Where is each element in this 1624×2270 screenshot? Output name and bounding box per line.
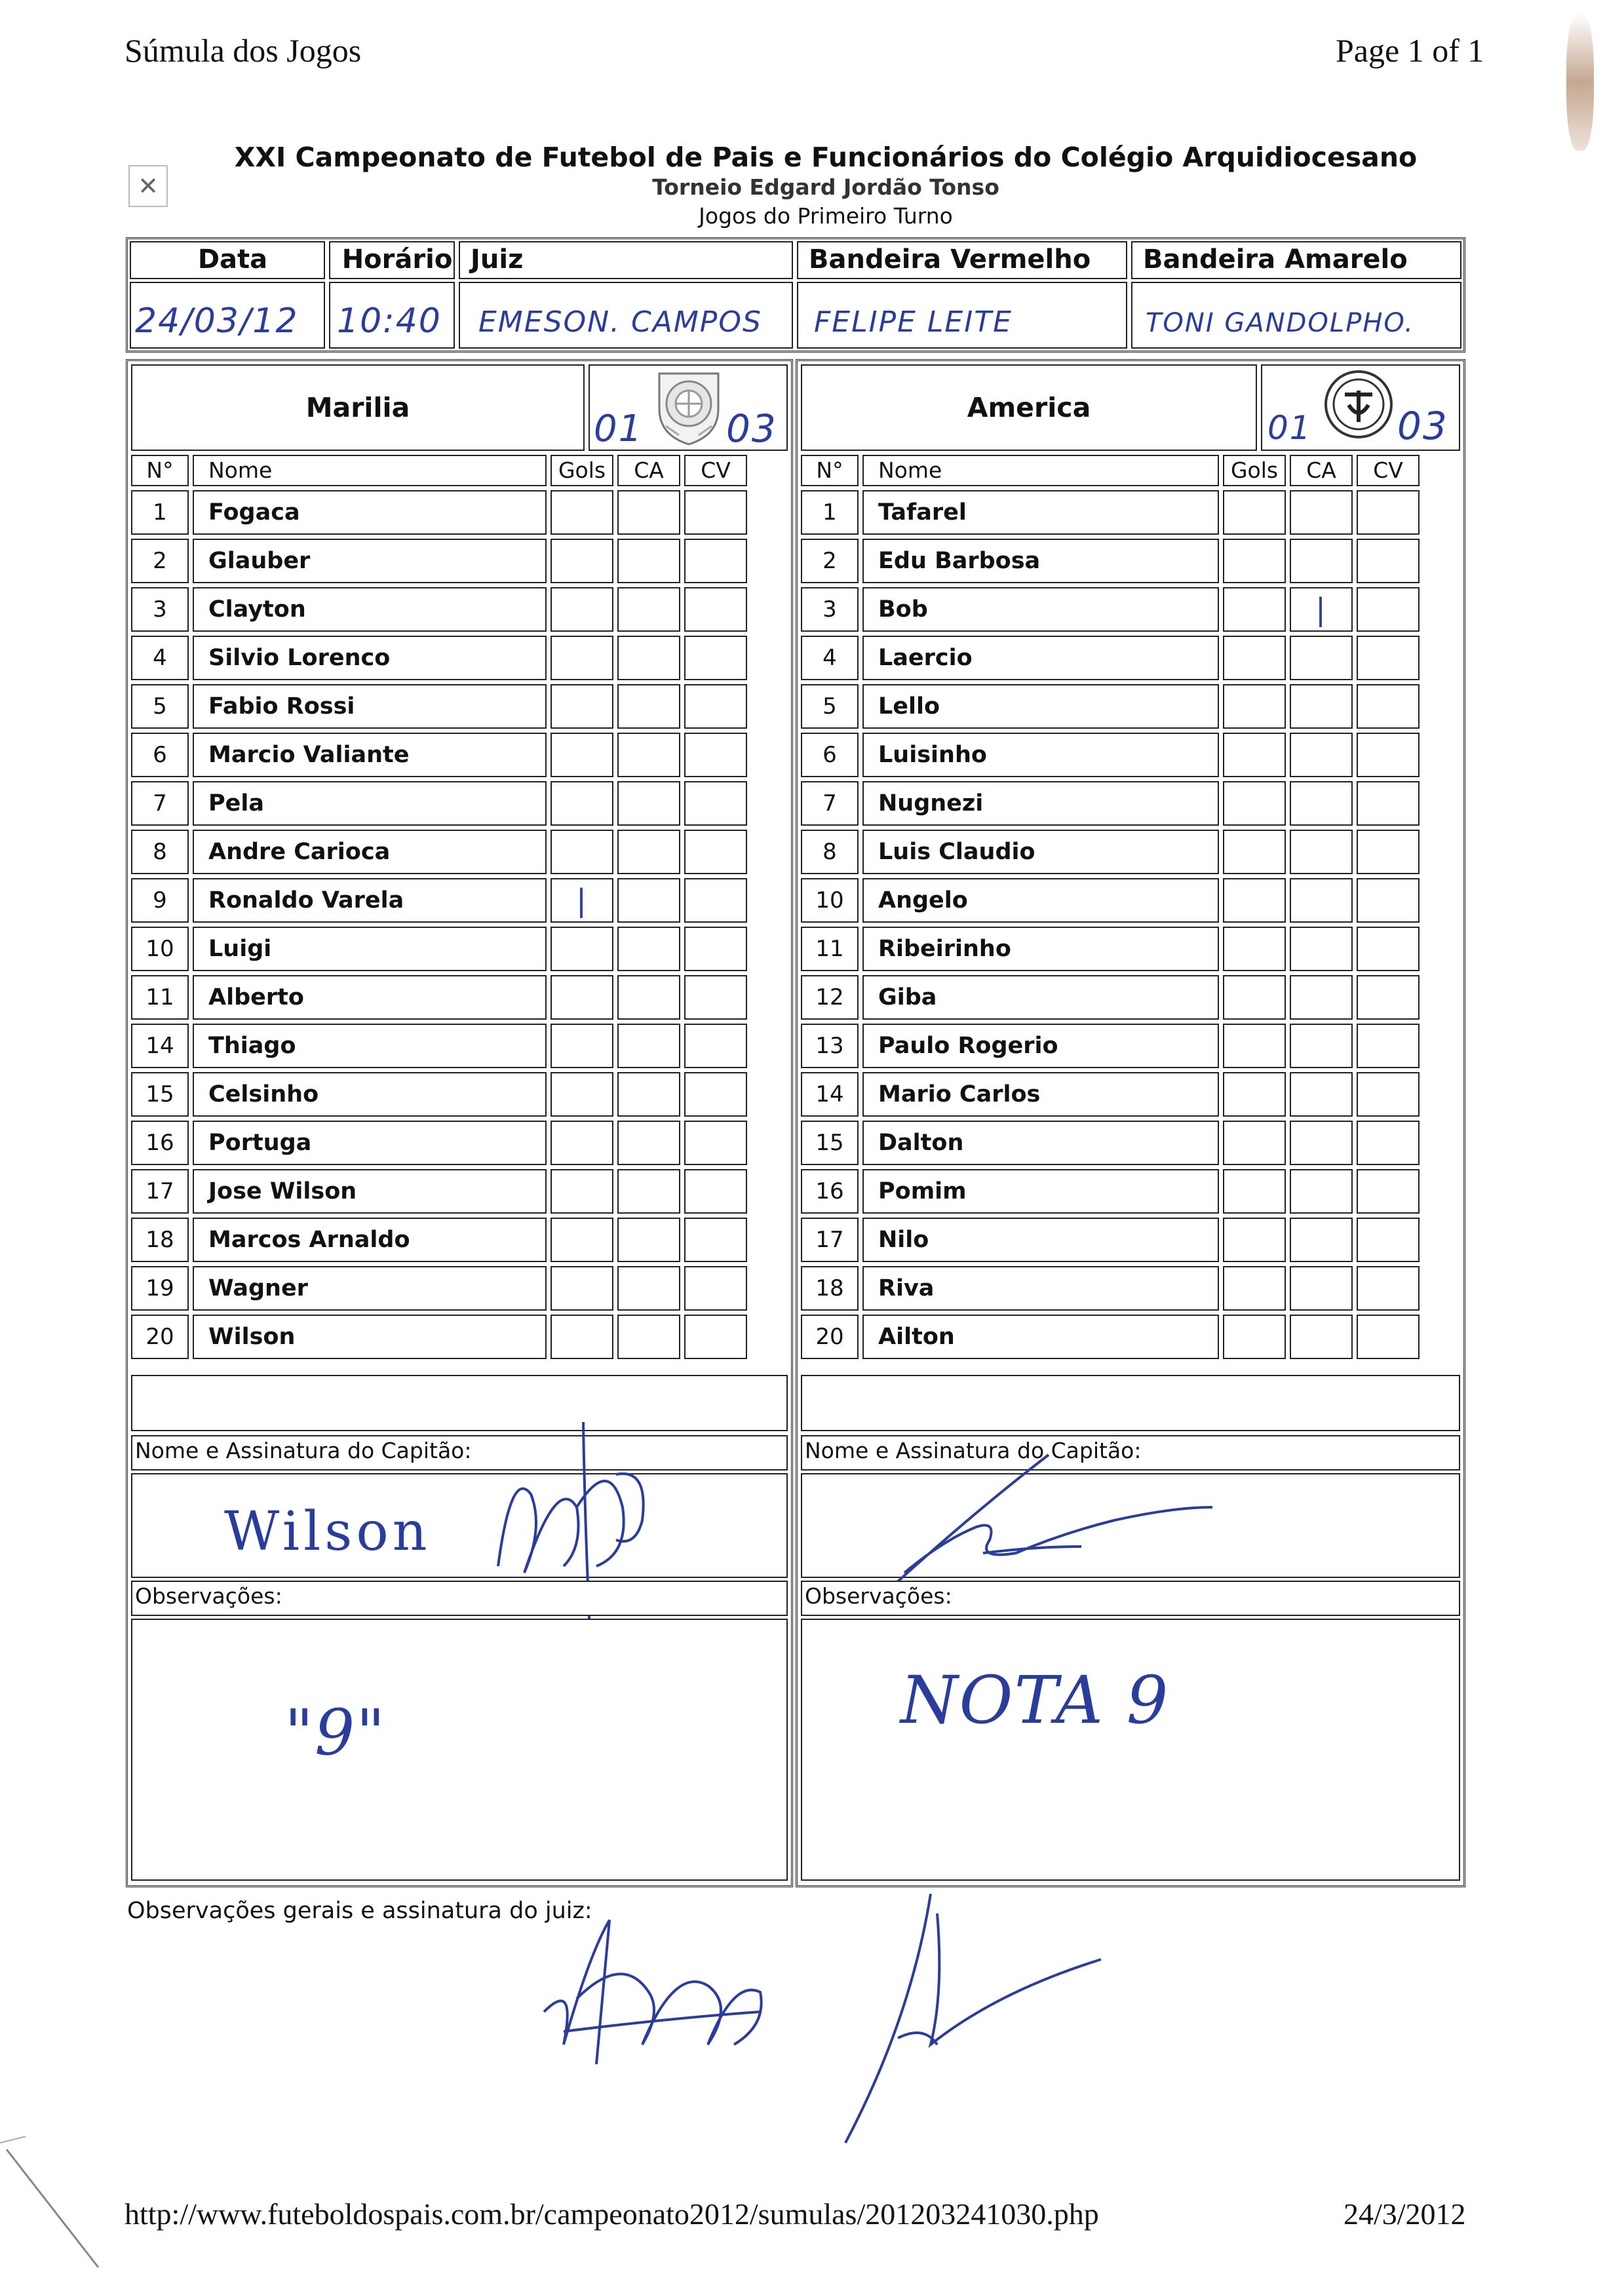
home-player-goals xyxy=(551,539,613,583)
home-blank-row xyxy=(131,1375,788,1431)
home-player-number: 18 xyxy=(131,1218,189,1262)
home-player-red-card xyxy=(684,587,747,632)
away-player-yellow-card xyxy=(1290,1315,1353,1359)
home-player-yellow-card xyxy=(617,1266,680,1311)
away-player-goals xyxy=(1223,733,1286,777)
away-player-goals xyxy=(1223,927,1286,971)
away-player-goals xyxy=(1223,587,1286,632)
away-player-name: Bob xyxy=(862,587,1219,632)
date-label: Data xyxy=(130,241,325,279)
home-player-goals xyxy=(551,1315,613,1359)
away-player-name: Riva xyxy=(862,1266,1219,1311)
home-player-yellow-card xyxy=(617,636,680,680)
referee-signature-icon xyxy=(537,1914,773,2071)
home-player-number: 5 xyxy=(131,684,189,729)
home-obs-text: "9" xyxy=(284,1696,387,1769)
away-player-name: Tafarel xyxy=(862,490,1219,535)
away-player-red-card xyxy=(1357,1072,1420,1117)
home-player-goals xyxy=(551,1072,613,1117)
home-col-number-header: N° xyxy=(131,455,189,486)
away-captain-label: Nome e Assinatura do Capitão: xyxy=(801,1435,1460,1471)
home-player-name: Alberto xyxy=(193,975,547,1020)
home-player-goals xyxy=(551,1218,613,1262)
home-player-number: 1 xyxy=(131,490,189,535)
away-player-goals xyxy=(1223,539,1286,583)
home-player-goals xyxy=(551,1169,613,1214)
home-score-handwritten: 01 xyxy=(594,408,644,450)
home-col-yellow-card-header: CA xyxy=(617,455,680,486)
home-player-yellow-card xyxy=(617,1315,680,1359)
home-player-yellow-card xyxy=(617,927,680,971)
referee-value: EMESON. CAMPOS xyxy=(459,282,793,349)
away-obs-text: NOTA 9 xyxy=(900,1662,1170,1739)
away-player-goals xyxy=(1223,1315,1286,1359)
home-player-red-card xyxy=(684,830,747,874)
home-player-yellow-card xyxy=(617,490,680,535)
home-player-name: Celsinho xyxy=(193,1072,547,1117)
away-player-red-card xyxy=(1357,490,1420,535)
home-player-goals xyxy=(551,1266,613,1311)
away-player-yellow-card: | xyxy=(1290,587,1353,632)
away-player-goals xyxy=(1223,975,1286,1020)
away-player-red-card xyxy=(1357,1218,1420,1262)
home-player-number: 4 xyxy=(131,636,189,680)
away-player-red-card xyxy=(1357,927,1420,971)
home-player-red-card xyxy=(684,1024,747,1068)
home-player-yellow-card xyxy=(617,733,680,777)
away-player-number: 7 xyxy=(801,781,859,826)
yellow-flag-value: TONI GANDOLPHO. xyxy=(1131,282,1461,349)
home-player-name: Glauber xyxy=(193,539,547,583)
home-player-red-card xyxy=(684,781,747,826)
away-player-number: 13 xyxy=(801,1024,859,1068)
away-player-number: 1 xyxy=(801,490,859,535)
home-player-goals xyxy=(551,830,613,874)
date-value: 24/03/12 xyxy=(130,282,325,349)
home-player-name: Wagner xyxy=(193,1266,547,1311)
away-player-yellow-card xyxy=(1290,878,1353,923)
away-player-yellow-card xyxy=(1290,1266,1353,1311)
away-player-goals xyxy=(1223,830,1286,874)
away-player-red-card xyxy=(1357,1266,1420,1311)
home-player-name: Marcos Arnaldo xyxy=(193,1218,547,1262)
home-player-goals xyxy=(551,490,613,535)
away-player-name: Edu Barbosa xyxy=(862,539,1219,583)
home-player-goals xyxy=(551,1121,613,1165)
home-player-red-card xyxy=(684,539,747,583)
away-player-red-card xyxy=(1357,878,1420,923)
away-player-number: 20 xyxy=(801,1315,859,1359)
away-player-yellow-card xyxy=(1290,539,1353,583)
away-player-number: 10 xyxy=(801,878,859,923)
paper-stain xyxy=(1566,13,1594,151)
home-player-goals xyxy=(551,927,613,971)
away-player-name: Laercio xyxy=(862,636,1219,680)
away-player-yellow-card xyxy=(1290,733,1353,777)
away-col-red-card-header: CV xyxy=(1357,455,1420,486)
home-score-other: 03 xyxy=(726,406,777,451)
home-player-name: Andre Carioca xyxy=(193,830,547,874)
away-player-yellow-card xyxy=(1290,1169,1353,1214)
home-player-red-card xyxy=(684,1266,747,1311)
away-player-yellow-card xyxy=(1290,830,1353,874)
away-player-yellow-card xyxy=(1290,927,1353,971)
home-player-red-card xyxy=(684,684,747,729)
yellow-flag-label: Bandeira Amarelo xyxy=(1131,241,1461,279)
away-player-number: 16 xyxy=(801,1169,859,1214)
away-player-goals xyxy=(1223,1072,1286,1117)
home-captain-name: Wilson xyxy=(224,1501,431,1563)
page-title: Súmula dos Jogos xyxy=(125,32,362,69)
home-player-number: 7 xyxy=(131,781,189,826)
broken-image-icon: ✕ xyxy=(128,165,168,207)
home-player-name: Pela xyxy=(193,781,547,826)
away-player-goals xyxy=(1223,490,1286,535)
away-player-number: 6 xyxy=(801,733,859,777)
away-player-number: 2 xyxy=(801,539,859,583)
away-col-yellow-card-header: CA xyxy=(1290,455,1353,486)
home-player-name: Fogaca xyxy=(193,490,547,535)
home-player-number: 20 xyxy=(131,1315,189,1359)
referee-signature-label: Observações gerais e assinatura do juiz: xyxy=(127,1898,592,1924)
home-player-yellow-card xyxy=(617,1218,680,1262)
away-score-other: 03 xyxy=(1397,404,1448,448)
home-player-name: Ronaldo Varela xyxy=(193,878,547,923)
page-fold-mark xyxy=(0,2136,105,2267)
home-player-name: Silvio Lorenco xyxy=(193,636,547,680)
away-player-yellow-card xyxy=(1290,684,1353,729)
home-col-goals-header: Gols xyxy=(551,455,613,486)
home-player-goals xyxy=(551,684,613,729)
home-player-yellow-card xyxy=(617,781,680,826)
home-player-name: Luigi xyxy=(193,927,547,971)
home-player-red-card xyxy=(684,927,747,971)
away-team-name-cell xyxy=(801,364,1257,451)
home-player-red-card xyxy=(684,636,747,680)
home-player-number: 6 xyxy=(131,733,189,777)
home-player-name: Clayton xyxy=(193,587,547,632)
home-player-yellow-card xyxy=(617,1072,680,1117)
away-player-yellow-card xyxy=(1290,1024,1353,1068)
home-player-name: Fabio Rossi xyxy=(193,684,547,729)
away-player-name: Lello xyxy=(862,684,1219,729)
home-player-red-card xyxy=(684,1121,747,1165)
away-player-red-card xyxy=(1357,830,1420,874)
away-player-number: 17 xyxy=(801,1218,859,1262)
red-flag-value: FELIPE LEITE xyxy=(797,282,1127,349)
home-player-number: 9 xyxy=(131,878,189,923)
away-player-red-card xyxy=(1357,975,1420,1020)
away-obs-label: Observações: xyxy=(801,1581,1460,1616)
away-player-red-card xyxy=(1357,636,1420,680)
home-player-red-card xyxy=(684,878,747,923)
away-player-name: Ribeirinho xyxy=(862,927,1219,971)
away-col-goals-header: Gols xyxy=(1223,455,1286,486)
home-player-number: 8 xyxy=(131,830,189,874)
home-player-goals xyxy=(551,587,613,632)
home-player-red-card xyxy=(684,1218,747,1262)
away-player-red-card xyxy=(1357,684,1420,729)
away-player-name: Pomim xyxy=(862,1169,1219,1214)
away-player-name: Luisinho xyxy=(862,733,1219,777)
away-score-cell xyxy=(1261,364,1460,451)
away-player-yellow-card xyxy=(1290,1218,1353,1262)
home-player-red-card xyxy=(684,490,747,535)
home-player-yellow-card xyxy=(617,975,680,1020)
home-player-goals xyxy=(551,636,613,680)
away-player-yellow-card xyxy=(1290,781,1353,826)
away-player-red-card xyxy=(1357,733,1420,777)
time-label: Horário xyxy=(329,241,455,279)
away-player-number: 15 xyxy=(801,1121,859,1165)
page-counter: Page 1 of 1 xyxy=(1336,32,1484,69)
away-player-name: Dalton xyxy=(862,1121,1219,1165)
home-player-yellow-card xyxy=(617,878,680,923)
home-player-yellow-card xyxy=(617,1121,680,1165)
home-player-number: 19 xyxy=(131,1266,189,1311)
page-url: http://www.futeboldospais.com.br/campeonato2012/sumulas/201203241030.php xyxy=(125,2197,1099,2231)
away-player-number: 12 xyxy=(801,975,859,1020)
away-player-yellow-card xyxy=(1290,490,1353,535)
marilia-crest-icon xyxy=(653,370,725,447)
home-player-name: Wilson xyxy=(193,1315,547,1359)
home-player-number: 14 xyxy=(131,1024,189,1068)
referee-label: Juiz xyxy=(459,241,793,279)
away-player-goals xyxy=(1223,684,1286,729)
home-player-red-card xyxy=(684,1072,747,1117)
home-player-red-card xyxy=(684,1169,747,1214)
home-player-name: Marcio Valiante xyxy=(193,733,547,777)
away-player-goals xyxy=(1223,1169,1286,1214)
away-player-name: Mario Carlos xyxy=(862,1072,1219,1117)
away-player-number: 14 xyxy=(801,1072,859,1117)
home-player-name: Portuga xyxy=(193,1121,547,1165)
away-player-number: 8 xyxy=(801,830,859,874)
away-player-goals xyxy=(1223,1218,1286,1262)
home-team-name-cell xyxy=(131,364,585,451)
home-player-number: 16 xyxy=(131,1121,189,1165)
away-player-name: Nilo xyxy=(862,1218,1219,1262)
tournament-subtitle: Torneio Edgard Jordão Tonso xyxy=(652,174,999,200)
away-player-red-card xyxy=(1357,1315,1420,1359)
away-player-goals xyxy=(1223,781,1286,826)
home-player-yellow-card xyxy=(617,1169,680,1214)
away-player-name: Nugnezi xyxy=(862,781,1219,826)
home-player-number: 15 xyxy=(131,1072,189,1117)
away-player-yellow-card xyxy=(1290,1072,1353,1117)
away-score-handwritten: 01 xyxy=(1267,409,1312,447)
away-team-name: America xyxy=(967,392,1091,423)
home-obs-box xyxy=(131,1619,788,1881)
home-player-red-card xyxy=(684,975,747,1020)
home-player-goals xyxy=(551,733,613,777)
home-team-name: Marilia xyxy=(305,392,410,423)
away-player-red-card xyxy=(1357,1121,1420,1165)
home-col-name-header: Nome xyxy=(193,455,547,486)
tournament-phase: Jogos do Primeiro Turno xyxy=(699,203,953,229)
home-player-number: 11 xyxy=(131,975,189,1020)
away-player-name: Angelo xyxy=(862,878,1219,923)
away-player-red-card xyxy=(1357,1024,1420,1068)
home-player-goals xyxy=(551,1024,613,1068)
away-col-number-header: N° xyxy=(801,455,859,486)
home-player-yellow-card xyxy=(617,1024,680,1068)
home-player-goals xyxy=(551,975,613,1020)
home-player-number: 3 xyxy=(131,587,189,632)
away-player-number: 5 xyxy=(801,684,859,729)
away-player-number: 3 xyxy=(801,587,859,632)
home-captain-box xyxy=(131,1473,788,1578)
home-player-name: Jose Wilson xyxy=(193,1169,547,1214)
away-player-red-card xyxy=(1357,539,1420,583)
away-player-name: Luis Claudio xyxy=(862,830,1219,874)
print-date: 24/3/2012 xyxy=(1344,2197,1466,2231)
away-player-goals xyxy=(1223,878,1286,923)
home-captain-label: Nome e Assinatura do Capitão: xyxy=(131,1435,788,1471)
home-player-number: 10 xyxy=(131,927,189,971)
red-flag-label: Bandeira Vermelho xyxy=(797,241,1127,279)
away-player-name: Paulo Rogerio xyxy=(862,1024,1219,1068)
home-obs-label: Observações: xyxy=(131,1581,788,1616)
home-player-yellow-card xyxy=(617,539,680,583)
home-player-goals xyxy=(551,781,613,826)
away-blank-row xyxy=(801,1375,1460,1431)
home-player-yellow-card xyxy=(617,587,680,632)
away-player-red-card xyxy=(1357,587,1420,632)
tournament-title: XXI Campeonato de Futebol de Pais e Funcionários do Colégio Arquidiocesano xyxy=(234,142,1418,173)
home-player-red-card xyxy=(684,1315,747,1359)
home-col-red-card-header: CV xyxy=(684,455,747,486)
away-player-yellow-card xyxy=(1290,636,1353,680)
away-player-name: Ailton xyxy=(862,1315,1219,1359)
home-player-number: 2 xyxy=(131,539,189,583)
away-player-goals xyxy=(1223,1266,1286,1311)
home-player-yellow-card xyxy=(617,830,680,874)
away-player-goals xyxy=(1223,1121,1286,1165)
away-player-number: 18 xyxy=(801,1266,859,1311)
home-score-cell xyxy=(589,364,788,451)
away-player-goals xyxy=(1223,1024,1286,1068)
referee-second-signature-icon xyxy=(832,1887,1108,2149)
away-player-red-card xyxy=(1357,1169,1420,1214)
america-crest-icon xyxy=(1323,368,1395,440)
away-player-number: 4 xyxy=(801,636,859,680)
home-player-red-card xyxy=(684,733,747,777)
away-player-yellow-card xyxy=(1290,1121,1353,1165)
home-player-name: Thiago xyxy=(193,1024,547,1068)
away-player-yellow-card xyxy=(1290,975,1353,1020)
away-player-goals xyxy=(1223,636,1286,680)
time-value: 10:40 xyxy=(329,282,455,349)
home-player-number: 17 xyxy=(131,1169,189,1214)
away-player-name: Giba xyxy=(862,975,1219,1020)
away-player-red-card xyxy=(1357,781,1420,826)
away-obs-box xyxy=(801,1619,1460,1881)
away-col-name-header: Nome xyxy=(862,455,1219,486)
home-player-yellow-card xyxy=(617,684,680,729)
away-player-number: 11 xyxy=(801,927,859,971)
home-player-goals: | xyxy=(551,878,613,923)
